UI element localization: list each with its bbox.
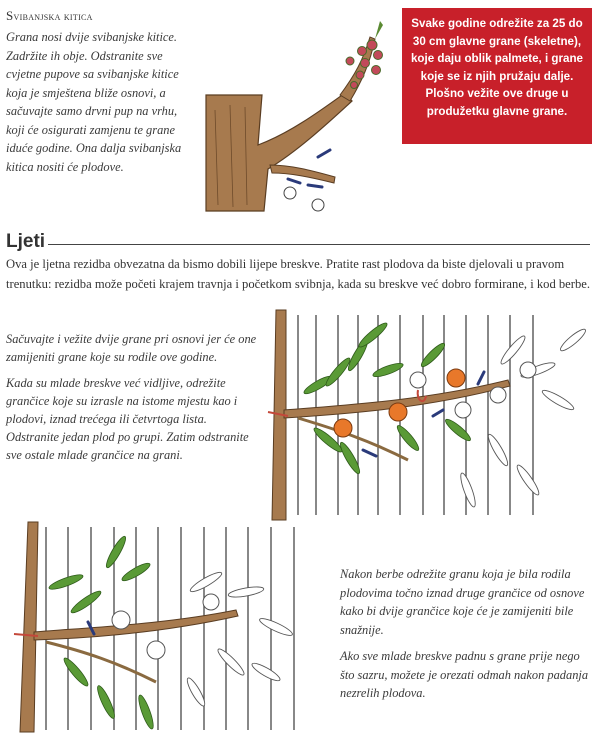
summer-paragraph-cut-shoots: Kada su mlade breskve već vidljive, odrežite grančice koje su izrasle na istome mjestu kao i plodovi, iznad trećega ili četvrtoga lista. Odstranite jedan plod po grupi. Zatim odstranite sve ostale mlade grančice na grani.: [6, 376, 249, 462]
branch-illustration-top: [200, 15, 405, 220]
removed-leaves: [458, 327, 588, 509]
summer-instructions: [6, 330, 258, 472]
removed-leaves: [185, 570, 294, 708]
lower-shoot: [270, 165, 335, 183]
pruning-note-text: Svake godine odrežite za 25 do 30 cm glavne grane (skeletne), koje daju oblik palmete, i grane koje se iz njih pružaju dalje. Plošno vežite ove druge u produžetku glavne grane.: [410, 17, 584, 118]
removed-buds: [284, 187, 324, 211]
summer-intro-paragraph: Ova je ljetna rezidba obvezatna da bismo dobili lijepe breskve. Pratite rast plodova da biste djelovali u pravom trenutku: rezidba može početi krajem travnja i početkom svibnja, kada su breskve već dobro formirane, i kod berbe.: [6, 257, 591, 291]
section-divider: [48, 244, 590, 245]
after-harvest-instructions: [340, 565, 595, 711]
pruning-note-box: [402, 8, 592, 144]
trellis-illustration-summer: [258, 310, 598, 520]
after-harvest-paragraph-cut: Nakon berbe odrežite granu koja je bila rodila plodovima točno iznad druge grančice od osnove kako bi dvije grančice koje će je zamijeniti bile snažnije.: [340, 567, 585, 637]
section-title-ljeti: Ljeti: [6, 231, 46, 252]
trellis-illustration-after-harvest: [6, 522, 326, 732]
summer-paragraph-keep-branches: Sačuvajte i vežite dvije grane pri osnovi jer će one zamijeniti grane koje su rodile ove godine.: [6, 332, 257, 364]
tree-trunk: [20, 522, 38, 732]
section-heading-svibanjska-kitica: Svibanjska kitica: [6, 8, 93, 23]
after-harvest-paragraph-fallen-fruit: Ako sve mlade breskve padnu s grane prije nego što sazru, možete je orezati odmah nakon padanja nezrelih plodova.: [340, 649, 589, 700]
svibanjska-kitica-paragraph: Grana nosi dvije svibanjske kitice. Zadržite ih obje. Odstranite sve cvjetne pupove sa svibanjske kitice koja je smještena bliže osnovi, a sačuvajte samo drvni pup na vrhu, koji će osigurati zamjenu te grane iduće godine. Ona dalja svibanjska kitica nositi će plodove.: [6, 30, 182, 174]
trellis-wires: [298, 315, 533, 515]
trunk-stump: [206, 93, 352, 211]
